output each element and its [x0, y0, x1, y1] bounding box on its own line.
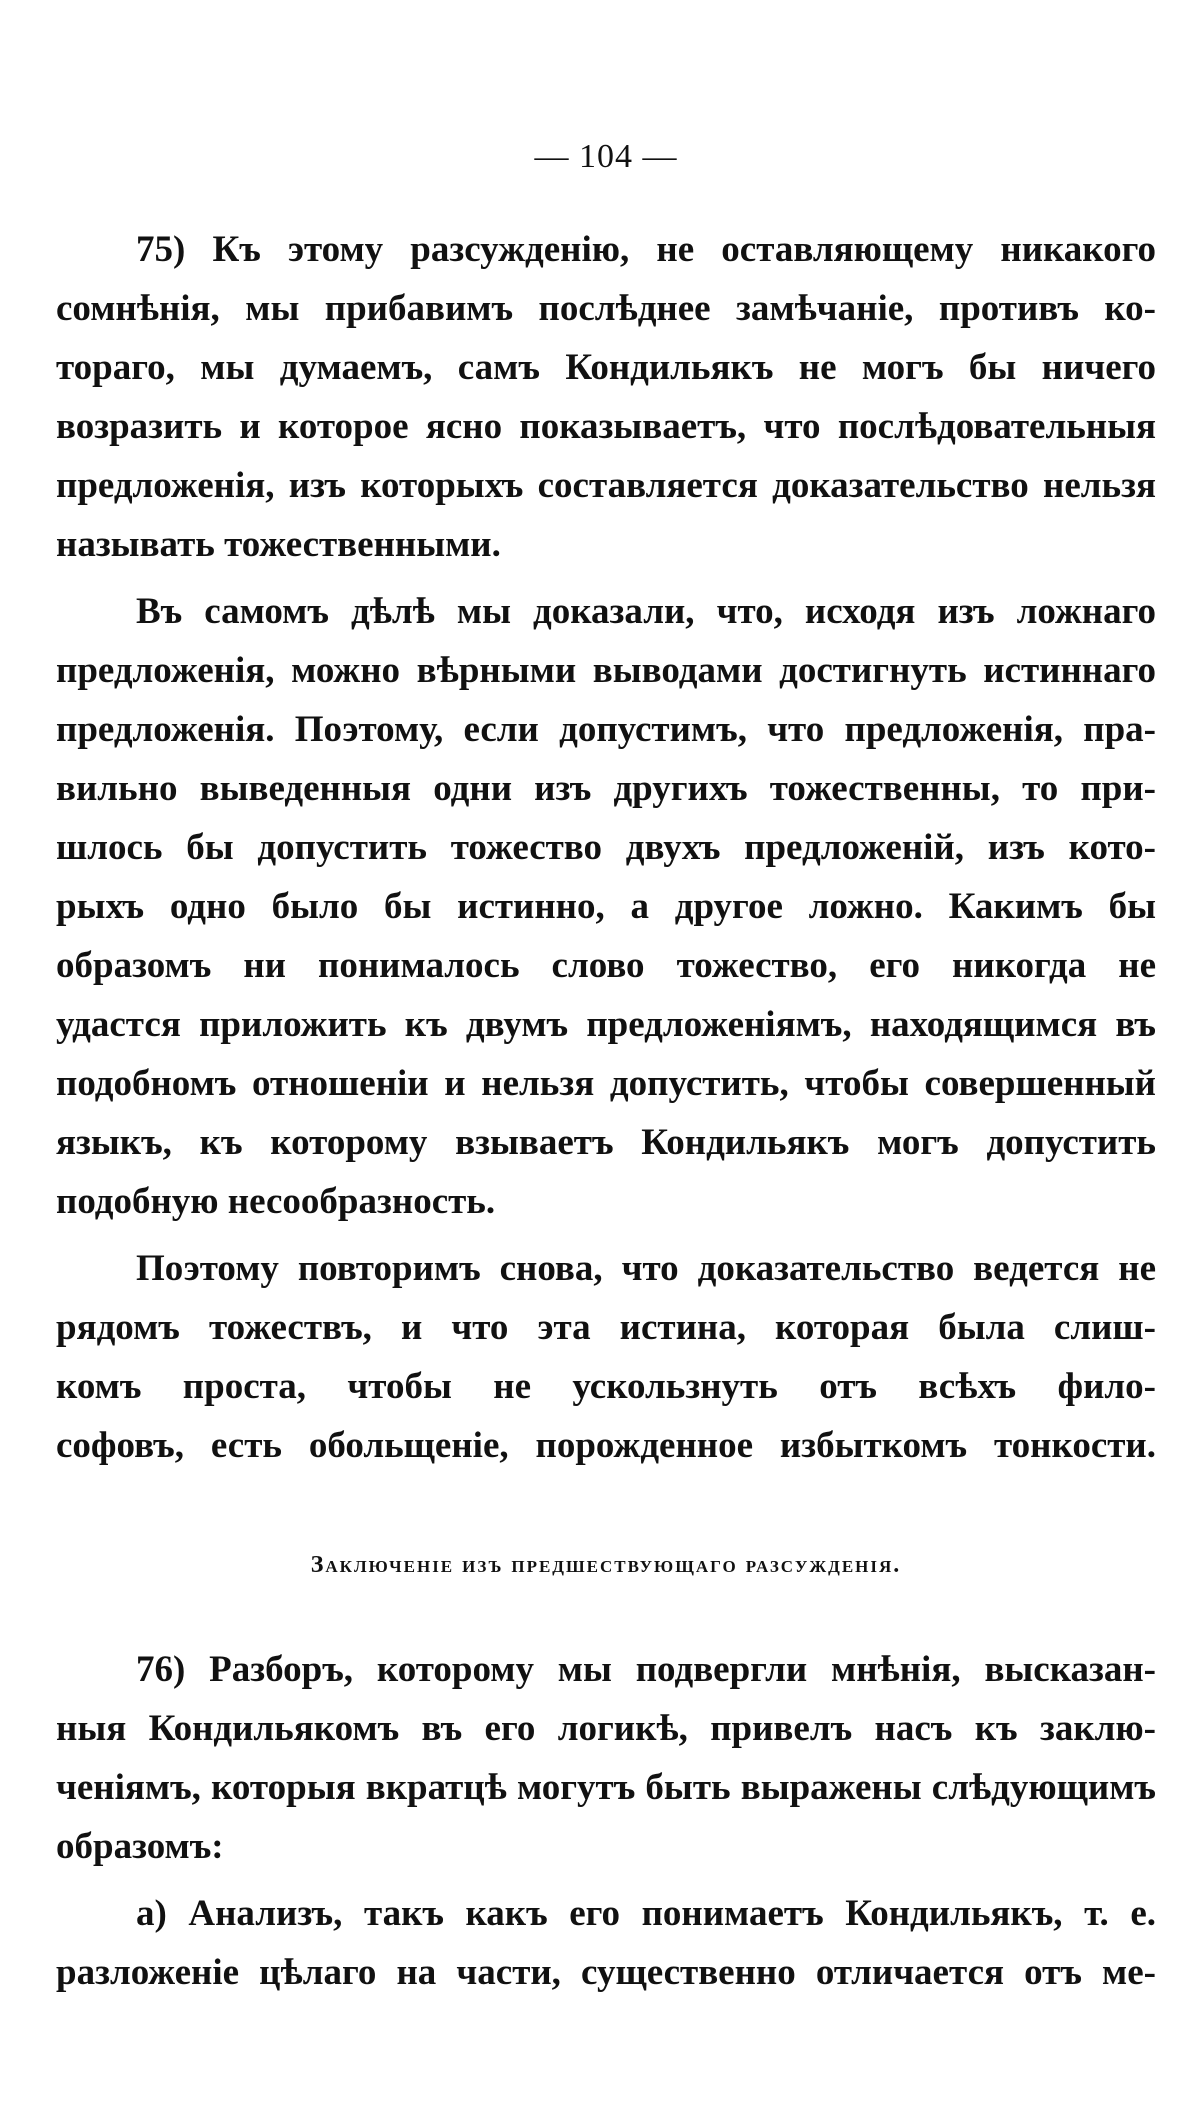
text-line: предложенія. Поэтому, если допустимъ, что предложенія, пра- [56, 709, 1156, 750]
text-line: разложеніе цѣлаго на части, существенно отличается отъ ме- [56, 1952, 1156, 1993]
text-line: софовъ, есть обольщеніе, порожденное избыткомъ тонкости. [56, 1425, 1156, 1466]
text-line: предложенія, изъ которыхъ составляется доказательство нельзя [56, 465, 1156, 506]
text-line: Въ самомъ дѣлѣ мы доказали, что, исходя изъ ложнаго [136, 591, 1156, 632]
text-line: рыхъ одно было бы истинно, а другое ложно. Какимъ бы [56, 886, 1156, 927]
text-line: образомъ: [56, 1826, 224, 1867]
text-line: вильно выведенныя одни изъ другихъ тожественны, то при- [56, 768, 1156, 809]
text-line: называть тожественными. [56, 524, 501, 565]
text-line: ныя Кондильякомъ въ его логикѣ, привелъ насъ къ заклю- [56, 1708, 1156, 1749]
text-line: языкъ, къ которому взываетъ Кондильякъ могъ допустить [56, 1122, 1156, 1163]
body-text-top [56, 220, 1156, 1475]
text-line: образомъ ни понималось слово тожество, его никогда не [56, 945, 1156, 986]
section-heading: Заключеніе изъ предшествующаго разсужденія. [310, 1552, 902, 1578]
text-line: 76) Разборъ, которому мы подвергли мнѣнія, высказан- [136, 1649, 1156, 1690]
text-line: тораго, мы думаемъ, самъ Кондильякъ не могъ бы ничего [56, 347, 1156, 388]
text-line: 75) Къ этому разсужденію, не оставляющему никакого [136, 229, 1156, 270]
text-line: рядомъ тожествъ, и что эта истина, которая была слиш- [56, 1307, 1156, 1348]
page-number: — 104 — [534, 138, 678, 175]
text-line: подобную несообразность. [56, 1181, 496, 1222]
book-page [56, 0, 1156, 2128]
text-line: предложенія, можно вѣрными выводами достигнуть истиннаго [56, 650, 1156, 691]
text-line: удастся приложить къ двумъ предложеніямъ, находящимся въ [56, 1004, 1156, 1045]
text-line: ченіямъ, которыя вкратцѣ могутъ быть выражены слѣдующимъ [56, 1767, 1156, 1808]
text-line: возразить и которое ясно показываетъ, что послѣдовательныя [56, 406, 1156, 447]
text-line: подобномъ отношеніи и нельзя допустить, чтобы совершенный [56, 1063, 1156, 1104]
text-line: сомнѣнія, мы прибавимъ послѣднее замѣчаніе, противъ ко- [56, 288, 1156, 329]
text-line: Поэтому повторимъ снова, что доказательство ведется не [136, 1248, 1156, 1289]
text-line: комъ проста, чтобы не ускользнуть отъ всѣхъ фило- [56, 1366, 1156, 1407]
text-line: а) Анализъ, такъ какъ его понимаетъ Кондильякъ, т. е. [136, 1893, 1156, 1934]
text-line: шлось бы допустить тожество двухъ предложеній, изъ кото- [56, 827, 1156, 868]
body-text-bottom [56, 1640, 1156, 2002]
